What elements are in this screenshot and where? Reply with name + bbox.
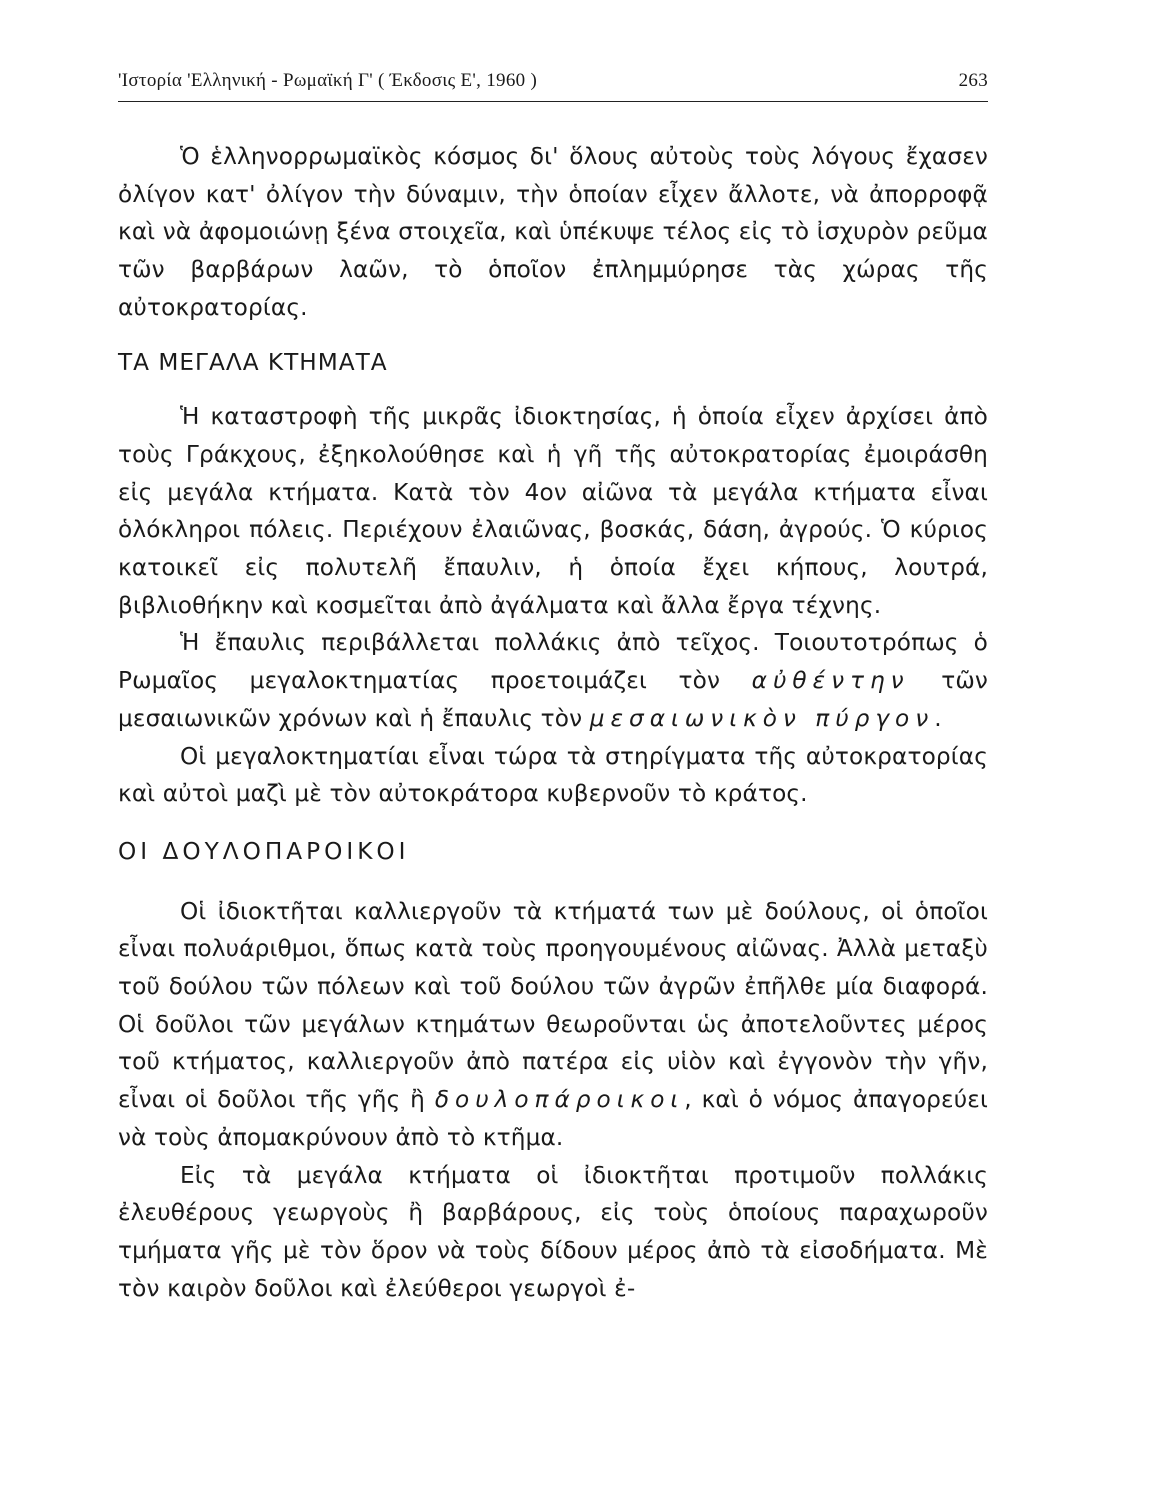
paragraph-5 [118,893,988,1157]
section-heading-serfs: ΟΙ ΔΟΥΛΟΠΑΡΟΙΚΟΙ [118,837,410,865]
paragraph-3-text-a: Ἡ ἔπαυλις περιβάλλεται πολλάκις ἀπὸ τεῖχος. Τοιουτοτρόπως ὁ Ρωμαῖος μεγαλοκτηματίας προετοιμάζει τὸν [118,629,988,695]
paragraph-3-text-c: τῶν μεσαιωνικῶν χρόνων καὶ ἡ ἔπαυλις τὸν [118,667,988,732]
section-heading-large-estates: ΤΑ ΜΕΓΑΛΑ ΚΤΗΜΑΤΑ [118,348,388,376]
spaced-term-authentes: αὐθέντην [751,667,910,695]
spaced-term-serfs: δουλοπάροικοι [434,1086,685,1114]
header-rule [118,101,988,102]
header-title: 'Ιστορία 'Ελληνική - Ρωμαϊκή Γ' ( Έκδοσις Ε', 1960 ) [118,70,538,91]
paragraph-6: Εἰς τὰ μεγάλα κτήματα οἱ ἰδιοκτῆται προτιμοῦν πολλάκις ἐλευθέρους γεωργοὺς ἢ βαρβάρους, εἰς τοὺς ὁποίους παραχωροῦν τμήματα γῆς μὲ τὸν ὅρον νὰ τοὺς δίδουν μέρος ἀπὸ τὰ εἰσοδήματα. Μὲ τὸν καιρὸν δοῦλοι καὶ ἐλεύθεροι γεωργοὶ ἐ- [118,1161,988,1302]
paragraph-3 [118,624,988,737]
paragraph-1: Ὁ ἑλληνορρωμαϊκὸς κόσμος δι' ὅλους αὐτοὺς τοὺς λόγους ἔχασεν ὀλίγον κατ' ὀλίγον τὴν δύναμιν, τὴν ὁποίαν εἶχεν ἄλλοτε, νὰ ἀπορροφᾷ καὶ νὰ ἀφομοιώνῃ ξένα στοιχεῖα, καὶ ὑπέκυψε τέλος εἰς τὸ ἰσχυρὸν ρεῦμα τῶν βαρβάρων λαῶν, τὸ ὁποῖον ἐπλημμύρησε τὰς χώρας τῆς αὐτοκρατορίας. [118,143,988,321]
paragraph-5-text-a: Οἱ ἰδιοκτῆται καλλιεργοῦν τὰ κτήματά των μὲ δούλους, οἱ ὁποῖοι εἶναι πολυάριθμοι, ὅπως κατὰ τοὺς προηγουμένους αἰῶνας. Ἀλλὰ μεταξὺ τοῦ δούλου τῶν πόλεων καὶ τοῦ δούλου τῶν ἀγρῶν ἐπῆλθε μία διαφορά. Οἱ δοῦλοι τῶν μεγάλων κτημάτων θεωροῦνται ὡς ἀποτελοῦντες μέρος τοῦ κτήματος, καλλιεργοῦν ἀπὸ πατέρα εἰς υἱὸν καὶ ἐγγονὸν τὴν γῆν, εἶναι οἱ δοῦλοι τῆς γῆς ἢ [118,897,988,1114]
running-header [118,70,988,100]
paragraph-3-text-e: . [934,704,942,732]
paragraph-2: Ἡ καταστροφὴ τῆς μικρᾶς ἰδιοκτησίας, ἡ ὁποία εἶχεν ἀρχίσει ἀπὸ τοὺς Γράκχους, ἐξηκολούθησε καὶ ἡ γῆ τῆς αὐτοκρατορίας ἐμοιράσθη εἰς μεγάλα κτήματα. Κατὰ τὸν 4ον αἰῶνα τὰ μεγάλα κτήματα εἶναι ὁλόκληροι πόλεις. Περιέχουν ἐλαιῶνας, βοσκάς, δάση, ἀγρούς. Ὁ κύριος κατοικεῖ εἰς πολυτελῆ ἔπαυλιν, ἡ ὁποία ἔχει κήπους, λουτρά, βιβλιοθήκην καὶ κοσμεῖται ἀπὸ ἀγάλματα καὶ ἄλλα ἔργα τέχνης. [118,403,988,619]
spaced-term-medieval-tower: μεσαιωνικὸν πύργον [589,704,935,732]
page-number: 263 [958,70,988,91]
page-body [118,138,988,1307]
paragraph-5-text-c: , καὶ ὁ νόμος ἀπαγορεύει νὰ τοὺς ἀπομακρύνουν ἀπὸ τὸ κτῆμα. [118,1086,988,1151]
paragraph-4: Οἱ μεγαλοκτηματίαι εἶναι τώρα τὰ στηρίγματα τῆς αὐτοκρατορίας καὶ αὐτοὶ μαζὶ μὲ τὸν αὐτοκράτορα κυβερνοῦν τὸ κράτος. [118,742,988,808]
